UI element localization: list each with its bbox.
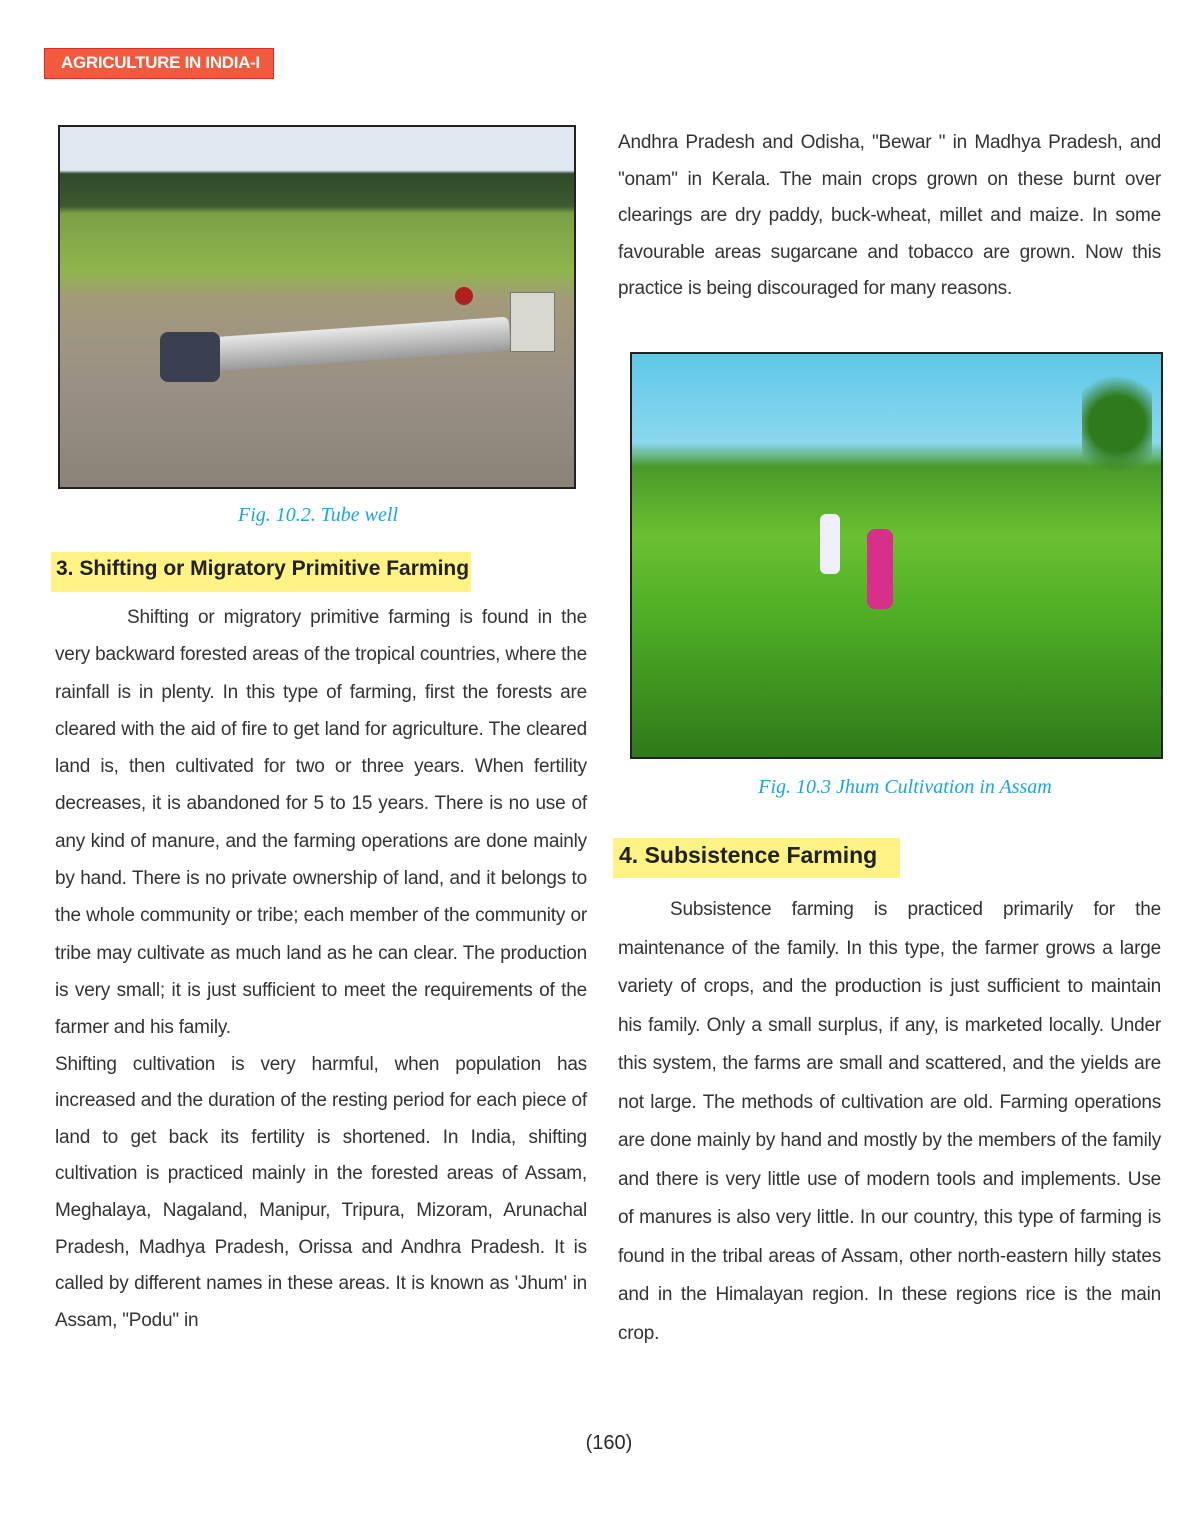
page-number: (160) — [585, 1432, 633, 1454]
tube-well-photo — [58, 125, 576, 489]
right-column-text — [618, 125, 1161, 308]
farmer — [867, 529, 893, 609]
valve — [455, 287, 473, 305]
pipe — [209, 317, 511, 372]
figure-caption: Fig. 10.2. Tube well — [238, 504, 398, 526]
pipe-flange — [160, 332, 220, 382]
chapter-label: AGRICULTURE IN INDIA-I — [44, 48, 274, 79]
left-column-text — [55, 599, 587, 1339]
figure-caption: Fig. 10.3 Jhum Cultivation in Assam — [758, 776, 1052, 798]
paragraph: Subsistence farming is practiced primarily for the maintenance of the family. In this type, the farmer grows a large variety of crops, and the production is just sufficient to maintain his family. Only a small surplus, if any, is marketed locally. Under this system, the farms are small and scattered, and the yields are not large. The methods of cultivation are old. Farming operations are done mainly by hand and mostly by the members of the family and there is very little use of modern tools and implements. Use of manures is also very little. In our country, this type of farming is found in the tribal areas of Assam, other north-eastern hilly states and in the Himalayan region. In these regions rice is the main crop. — [618, 899, 1161, 1344]
farmer — [820, 514, 840, 574]
paragraph: Shifting or migratory primitive farming is found in the very backward forested areas of the tropical countries, where the rainfall is in plenty. In this type of farming, first the forests are cleared with the aid of fire to get land for agriculture. The cleared land is, then cultivated for two or three years. When fertility decreases, it is abandoned for 5 to 15 years. There is no use of any kind of manure, and the farming operations are done mainly by hand. There is no private ownership of land, and it belongs to the whole community or tribe; each member of the community or tribe may cultivate as much land as he can clear. The production is very small; it is just sufficient to meet the requirements of the farmer and his family. — [55, 607, 587, 1039]
right-column-text — [618, 891, 1161, 1353]
tree — [1082, 364, 1152, 484]
control-box — [510, 292, 555, 352]
paragraph: Shifting cultivation is very harmful, when population has increased and the duration of the resting period for each piece of land to get back its fertility is shortened. In India, shifting cultivation is practiced mainly in the forested areas of Assam, Meghalaya, Nagaland, Manipur, Tripura, Mizoram, Arunachal Pradesh, Madhya Pradesh, Orissa and Andhra Pradesh. It is called by different names in these areas. It is known as 'Jhum' in Assam, "Podu" in — [55, 1053, 587, 1331]
jhum-cultivation-photo — [630, 352, 1163, 759]
section-heading: 3. Shifting or Migratory Primitive Farming — [51, 552, 471, 592]
paragraph: Andhra Pradesh and Odisha, "Bewar " in Madhya Pradesh, and "onam" in Kerala. The main crops grown on these burnt over clearings are dry paddy, buck-wheat, millet and maize. In some favourable areas sugarcane and tobacco are grown. Now this practice is being discouraged for many reasons. — [618, 132, 1161, 299]
section-heading: 4. Subsistence Farming — [613, 838, 900, 878]
